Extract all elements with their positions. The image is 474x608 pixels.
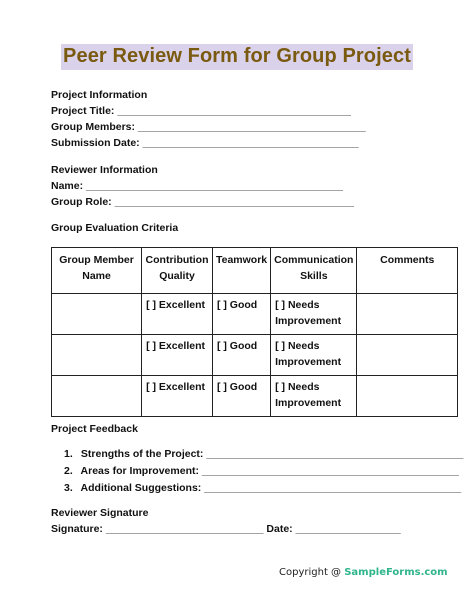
feedback-item[interactable] — [64, 480, 463, 497]
col-header-comments: Comments — [357, 248, 458, 294]
cell-teamwork-option[interactable]: [ ] Good — [212, 335, 270, 376]
page-title: Peer Review Form for Group Project — [61, 44, 413, 70]
col-header-teamwork: Teamwork — [212, 248, 270, 294]
cell-comments[interactable] — [357, 376, 458, 417]
project-info-heading: Project Information — [51, 89, 148, 101]
title-wrapper — [0, 44, 474, 70]
copyright-prefix: Copyright @ — [279, 567, 345, 578]
cell-communication-option[interactable]: [ ] Needs Improvement — [271, 376, 357, 417]
cell-contribution-option[interactable]: [ ] Excellent — [142, 376, 213, 417]
signature-date-field[interactable]: Signature: ___________________________ Date: __________________ — [51, 523, 401, 535]
reviewer-info-section — [51, 162, 354, 210]
signature-heading: Reviewer Signature — [51, 507, 149, 519]
project-info-section — [51, 87, 366, 151]
criteria-heading: Group Evaluation Criteria — [51, 222, 179, 234]
table-row — [52, 376, 458, 417]
evaluation-table — [51, 247, 458, 417]
cell-teamwork-option[interactable]: [ ] Good — [212, 376, 270, 417]
cell-teamwork-option[interactable]: [ ] Good — [212, 294, 270, 335]
cell-contribution-option[interactable]: [ ] Excellent — [142, 294, 213, 335]
brand-link[interactable]: SampleForms.com — [344, 567, 448, 578]
feedback-heading: Project Feedback — [51, 423, 138, 435]
cell-member[interactable] — [52, 294, 142, 335]
group-members-field[interactable]: Group Members: _______________________________________ — [51, 121, 366, 133]
cell-member[interactable] — [52, 376, 142, 417]
feedback-item[interactable] — [64, 463, 463, 480]
submission-date-field[interactable]: Submission Date: _____________________________________ — [51, 137, 359, 149]
col-header-contribution: Contribution Quality — [142, 248, 213, 294]
project-title-field[interactable]: Project Title: ________________________________________ — [51, 105, 351, 117]
copyright-notice — [279, 567, 448, 578]
feedback-item-number: 3. — [64, 482, 73, 494]
cell-comments[interactable] — [357, 335, 458, 376]
feedback-item-text: Areas for Improvement: ____________________________________________ — [80, 465, 459, 477]
feedback-item-number: 2. — [64, 465, 73, 477]
group-role-field[interactable]: Group Role: _________________________________________ — [51, 196, 355, 208]
feedback-item-number: 1. — [64, 448, 73, 460]
feedback-list — [64, 446, 463, 497]
cell-comments[interactable] — [357, 294, 458, 335]
col-header-member: Group Member Name — [52, 248, 142, 294]
feedback-item[interactable] — [64, 446, 463, 463]
cell-communication-option[interactable]: [ ] Needs Improvement — [271, 294, 357, 335]
cell-communication-option[interactable]: [ ] Needs Improvement — [271, 335, 357, 376]
cell-contribution-option[interactable]: [ ] Excellent — [142, 335, 213, 376]
reviewer-name-field[interactable]: Name: ____________________________________________ — [51, 180, 343, 192]
table-row — [52, 335, 458, 376]
feedback-item-text: Additional Suggestions: ____________________________________________ — [80, 482, 462, 494]
signature-section — [51, 505, 401, 537]
table-row — [52, 294, 458, 335]
table-header-row — [52, 248, 458, 294]
col-header-communication: Communication Skills — [271, 248, 357, 294]
feedback-item-text: Strengths of the Project: ____________________________________________ — [80, 448, 464, 460]
reviewer-info-heading: Reviewer Information — [51, 164, 158, 176]
cell-member[interactable] — [52, 335, 142, 376]
